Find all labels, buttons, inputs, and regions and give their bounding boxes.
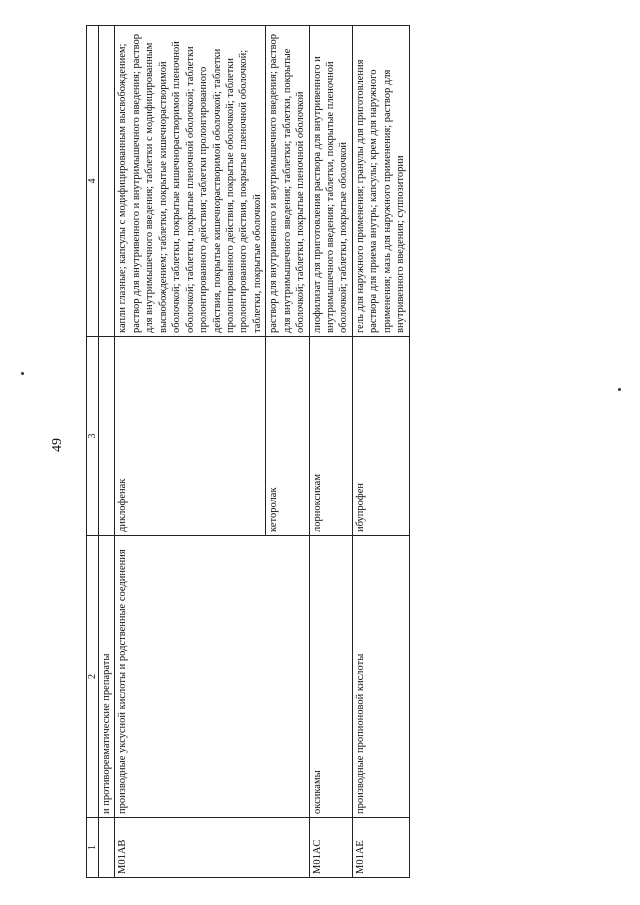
column-number-4: 4 bbox=[87, 26, 99, 337]
drug-name-cell: диклофенак bbox=[115, 337, 266, 536]
table-row bbox=[352, 26, 409, 878]
scan-speck bbox=[618, 388, 621, 391]
scan-speck bbox=[21, 372, 24, 375]
table-row bbox=[99, 26, 115, 878]
drug-name-cell: кеторолак bbox=[266, 337, 309, 536]
column-number-2: 2 bbox=[87, 536, 99, 818]
rotated-table-container bbox=[86, 26, 578, 878]
drug-forms-cell: лиофилизат для приготовления раствора для внутривенного и внутримышечного введения; таблетки, покрытые пленочной оболочкой; таблетки, покрытые оболочкой bbox=[309, 26, 352, 337]
drug-forms-cell: гель для наружного применения; гранулы для приготовления раствора для приема внутрь; капсулы; крем для наружного применения; мазь для наружного применения; раствор для внутривенного введения; суппозитории bbox=[352, 26, 409, 337]
drug-name-cell: ибупрофен bbox=[352, 337, 409, 536]
group-cell: производные уксусной кислоты и родственные соединения bbox=[115, 536, 309, 818]
group-cell: и противоревматические препараты bbox=[99, 536, 115, 818]
drug-forms-cell bbox=[99, 26, 115, 337]
drug-name-cell: лорноксикам bbox=[309, 337, 352, 536]
column-number-1: 1 bbox=[87, 818, 99, 878]
drug-forms-cell: раствор для внутривенного и внутримышечного введения; раствор для внутримышечного введения; таблетки; таблетки, покрытые оболочкой; таблетки, покрытые пленочной оболочкой bbox=[266, 26, 309, 337]
page-number: 49 bbox=[50, 438, 65, 452]
group-cell: оксикамы bbox=[309, 536, 352, 818]
group-cell: производные пропионовой кислоты bbox=[352, 536, 409, 818]
drug-name-cell bbox=[99, 337, 115, 536]
code-cell: M01AB bbox=[115, 818, 309, 878]
rotated-page-region bbox=[86, 26, 578, 878]
drug-table bbox=[86, 25, 410, 878]
code-cell: M01AC bbox=[309, 818, 352, 878]
column-number-3: 3 bbox=[87, 337, 99, 536]
column-number-row bbox=[87, 26, 99, 878]
drug-forms-cell: капли глазные; капсулы с модифицированным высвобождением; раствор для внутривенного и внутримышечного введения; раствор для внутримышечного введения; таблетки с модифицированным высвобождением; таблетки, покрытые кишечнорастворимой оболочкой; таблетки, покрытые кишечнорастворимой пленочной оболочкой; таблетки, покрытые пленочной оболочкой; таблетки пролонгированного действия; таблетки пролонгированного действия, покрытые кишечнорастворимой оболочкой; таблетки пролонгированного действия, покрытые оболочкой; таблетки пролонгированного действия, покрытые пленочной оболочкой; таблетки, покрытые оболочкой bbox=[115, 26, 266, 337]
table-row bbox=[115, 26, 266, 878]
code-cell: M01AE bbox=[352, 818, 409, 878]
code-cell bbox=[99, 818, 115, 878]
table-row bbox=[309, 26, 352, 878]
